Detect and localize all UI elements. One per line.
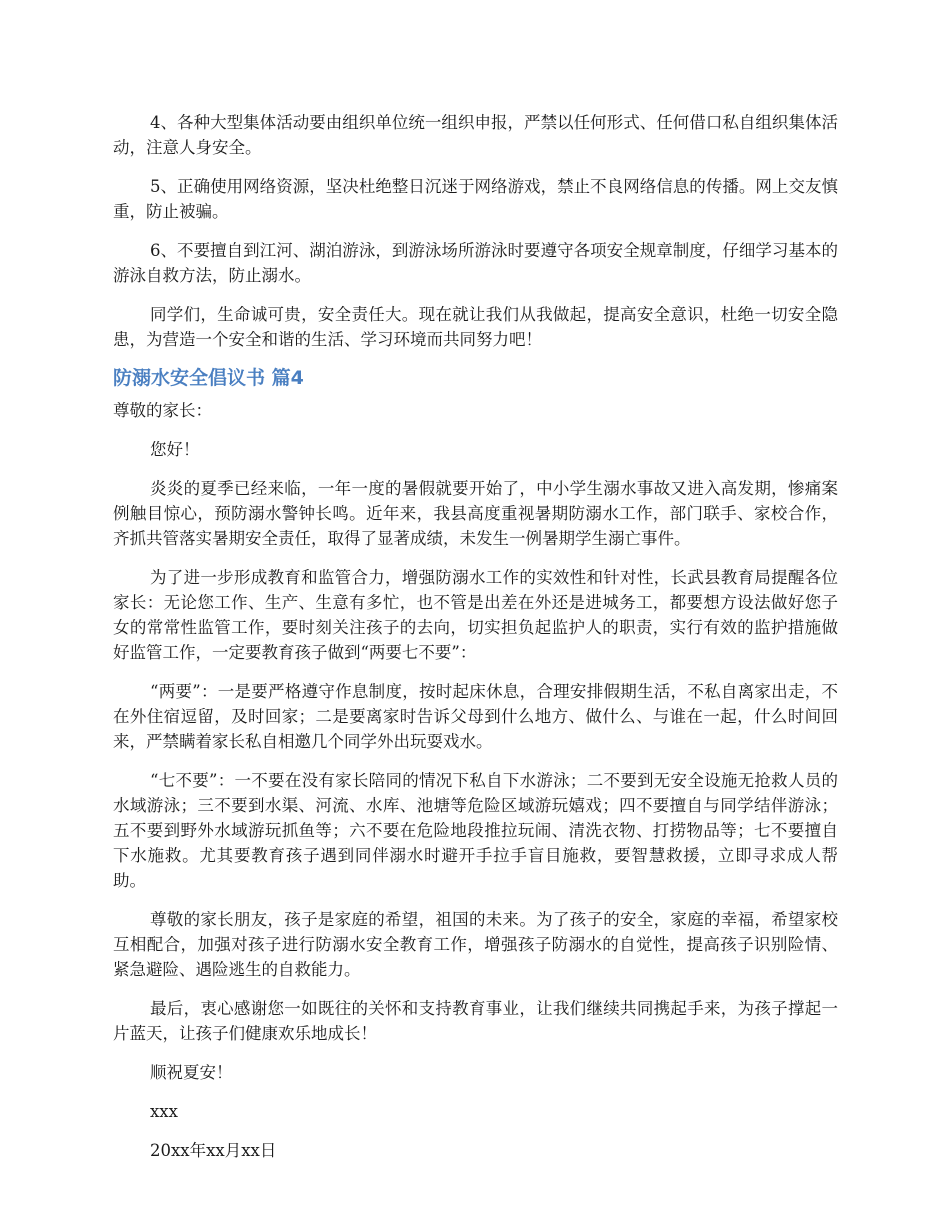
closing-wish: 顺祝夏安！ (150, 1063, 233, 1082)
signature: xxx (150, 1102, 178, 1121)
body-paragraph: 为了进一步形成教育和监管合力，增强防溺水工作的实效性和针对性，长武县教育局提醒各位家长：无论您工作、生产、生意有多忙，也不管是出差在外还是进城务工，都要想方设法做好您子女的常常性监管工作，要时刻关注孩子的去向，切实担负起监护人的职责，实行有效的监护措施做好监管工作，一定要教育孩子做到“两要七不要”： (113, 568, 838, 662)
section-title: 防溺水安全倡议书 篇4 (113, 367, 304, 389)
document-page (113, 110, 838, 1163)
body-paragraph: 尊敬的家长朋友，孩子是家庭的希望，祖国的未来。为了孩子的安全，家庭的幸福，希望家校互相配合，加强对孩子进行防溺水安全教育工作，增强孩子防溺水的自觉性，提高孩子识别险情、紧急避险、遇险逃生的自救能力。 (113, 910, 838, 979)
body-paragraph: “七不要”：一不要在没有家长陪同的情况下私自下水游泳；二不要到无安全设施无抢救人员的水域游泳；三不要到水渠、河流、水库、池塘等危险区域游玩嬉戏；四不要擅自与同学结伴游泳；五不要到野外水域游玩抓鱼等；六不要在危险地段推拉玩闹、清洗衣物、打捞物品等；七不要擅自下水施救。尤其要教育孩子遇到同伴溺水时避开手拉手盲目施救，要智慧救援，立即寻求成人帮助。 (113, 771, 838, 890)
closing-paragraph: 同学们，生命诚可贵，安全责任大。现在就让我们从我做起，提高安全意识，杜绝一切安全隐患，为营造一个安全和谐的生活、学习环境而共同努力吧！ (113, 305, 838, 349)
list-item: 6、不要擅自到江河、湖泊游泳，到游泳场所游泳时要遵守各项安全规章制度，仔细学习基本的游泳自救方法，防止溺水。 (113, 241, 838, 285)
greeting: 您好！ (150, 440, 200, 459)
body-paragraph: “两要”：一是要严格遵守作息制度，按时起床休息，合理安排假期生活，不私自离家出走，不在外住宿逗留，及时回家；二是要离家时告诉父母到什么地方、做什么、与谁在一起，什么时间回来，严禁瞒着家长私自相邀几个同学外出玩耍戏水。 (113, 682, 838, 751)
salutation: 尊敬的家长： (113, 401, 212, 420)
date: 20xx年xx月xx日 (150, 1141, 277, 1160)
body-paragraph: 炎炎的夏季已经来临，一年一度的暑假就要开始了，中小学生溺水事故又进入高发期，惨痛案例触目惊心，预防溺水警钟长鸣。近年来，我县高度重视暑期防溺水工作，部门联手、家校合作，齐抓共管落实暑期安全责任，取得了显著成绩，未发生一例暑期学生溺亡事件。 (113, 479, 838, 548)
list-item: 4、各种大型集体活动要由组织单位统一组织申报，严禁以任何形式、任何借口私自组织集体活动，注意人身安全。 (113, 113, 838, 157)
body-paragraph: 最后，衷心感谢您一如既往的关怀和支持教育事业，让我们继续共同携起手来，为孩子撑起一片蓝天，让孩子们健康欢乐地成长！ (113, 999, 838, 1043)
list-item: 5、正确使用网络资源，坚决杜绝整日沉迷于网络游戏，禁止不良网络信息的传播。网上交友慎重，防止被骗。 (113, 177, 838, 221)
